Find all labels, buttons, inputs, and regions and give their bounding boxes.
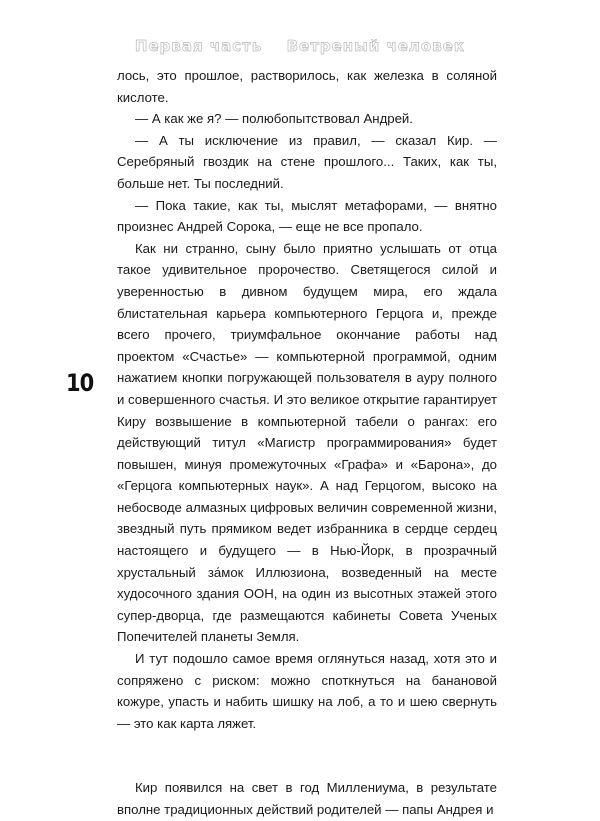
part-title: Первая часть — [134, 37, 263, 55]
page-number: 10 — [66, 369, 94, 397]
chapter-title: Ветреный человек — [286, 37, 466, 55]
paragraph: лось, это прошлое, растворилось, как железка в соляной кислоте. — [117, 68, 497, 105]
paragraph: — Пока такие, как ты, мыслят метафорами, — внятно произнес Андрей Сорока, — еще не все пропало. — [117, 197, 497, 235]
paragraph: И тут подошло самое время оглянуться назад, хотя это и сопряжено с риском: можно споткнуться на банановой кожуре, упасть и набить шишку на лоб, а то и шею свернуть — это как карта ляжет. — [117, 651, 497, 731]
paragraph: Как ни странно, сыну было приятно услышать от отца такое удивительное пророчество. Светящегося силой и уверенностью в дивном будущем мира, его ждала блистательная карьера компьютерного Герцога и, прежде всего прочего, триумфальное окончание работы над проектом «Счастье» — компьютерной программой, одним нажатием кнопки погружающей пользователя в ауру полного и совершенного счастья. И это великое открытие гарантирует Киру возвышение в компьютерной табели о рангах: его действующий титул «Магистр программирования» будет повышен, минуя промежуточных «Графа» и «Барона», до «Герцога компьютерных наук». А над Герцогом, высоко на небосводе алмазных цифровых величин современной жизни, звездный путь прямиком ведет избранника в сердце сердец настоящего и будущего — в Нью-Йорк, в прозрачный хрустальный за́мок Иллюзиона, возведенный на месте худосочного здания ООН, на один из высотных этажей этого супер-дворца, где размещаются кабинеты Совета Ученых Попечителей планеты Земля. — [117, 240, 497, 645]
section-break — [117, 734, 497, 777]
paragraph: — А как же я? — полюбопытствовал Андрей. — [135, 111, 413, 127]
body-text — [117, 65, 497, 821]
paragraph: Кир появился на свет в год Миллениума, в результате вполне традиционных действий родителей — папы Андрея и — [117, 780, 497, 817]
running-header — [0, 37, 600, 55]
paragraph: — А ты исключение из правил, — сказал Кир. — Серебряный гвоздик на стене прошлого... Таких, как ты, больше нет. Ты последний. — [117, 132, 497, 191]
